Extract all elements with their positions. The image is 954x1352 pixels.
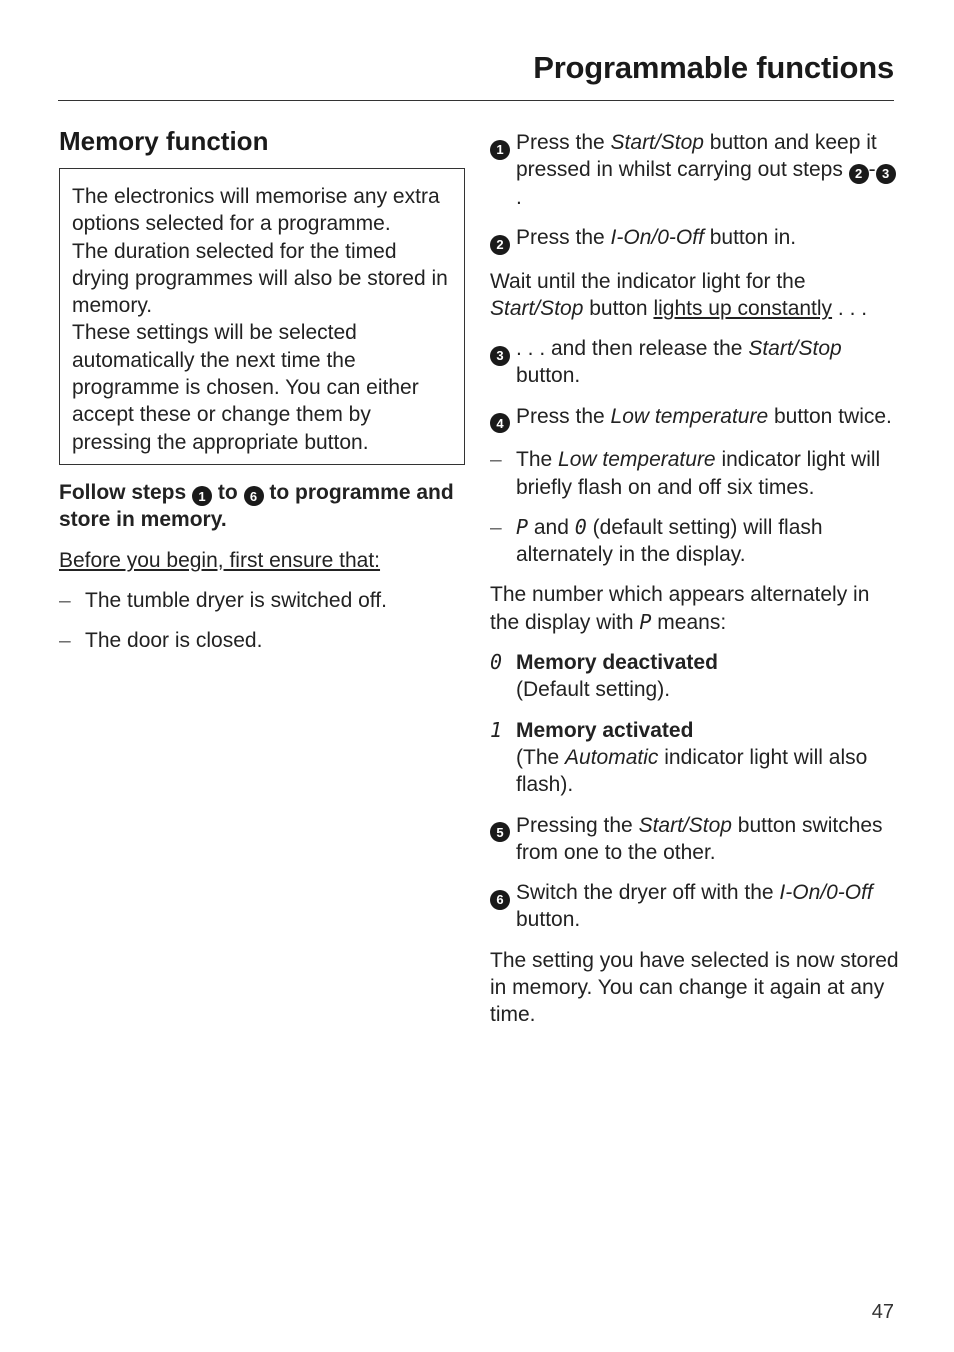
right-column [490, 129, 900, 1042]
dash-marker: – [490, 515, 502, 539]
dash-marker: – [490, 448, 502, 472]
step-6 [490, 879, 900, 934]
list-item-text: The door is closed. [85, 629, 263, 653]
info-box [59, 168, 465, 465]
list-item [490, 446, 900, 501]
step-5-text: Pressing the Start/Stop button switches from one to the other. [516, 813, 883, 864]
display-symbol-0: 0 [490, 650, 503, 675]
meaning-intro: The number which appears alternately in the display with P means: [490, 583, 870, 634]
step-1 [490, 129, 900, 211]
step-6-icon: 6 [244, 486, 264, 506]
step-5 [490, 812, 900, 867]
display-symbol-p: P [639, 609, 652, 634]
step-2-text: Press the I-On/0-Off button in. [516, 226, 797, 250]
dash-marker: – [59, 589, 71, 613]
step-2-icon: 2 [849, 164, 869, 184]
info-box-line: The electronics will memorise any extra options selected for a programme. [72, 185, 440, 236]
step-1-icon: 1 [490, 140, 510, 160]
left-column [59, 124, 465, 668]
display-symbol-1: 1 [490, 717, 503, 742]
option-memory-deactivated [490, 649, 900, 704]
option-text: (The Automatic indicator light will also flash). [516, 745, 868, 797]
step-4 [490, 403, 900, 434]
list-item [59, 587, 465, 614]
prerequisite-heading: Before you begin, first ensure that: [59, 548, 381, 572]
step-2 [490, 224, 900, 255]
step-1-text: Press the Start/Stop button and keep it pressed in whilst carrying out steps 2 - 3. [516, 129, 900, 211]
page-header-title: Programmable functions [533, 50, 894, 85]
list-item [490, 514, 900, 569]
option-text: (Default setting). [516, 678, 671, 702]
step-4-text: Press the Low temperature button twice. [516, 404, 892, 428]
step-6-icon: 6 [490, 890, 510, 910]
list-item [59, 627, 465, 654]
step-1-icon: 1 [192, 486, 212, 506]
step-2-icon: 2 [490, 235, 510, 255]
step-3 [490, 335, 900, 390]
list-item-text: The Low temperature indicator light will briefly flash on and off six times. [516, 448, 881, 499]
follow-steps-instruction: Follow steps 1 to 6 to programme and store in memory. [59, 480, 454, 532]
step-3-text: . . . and then release the Start/Stop button. [516, 337, 842, 388]
step-3-icon: 3 [490, 346, 510, 366]
closing-paragraph: The setting you have selected is now stored in memory. You can change it again at any time. [490, 948, 899, 1027]
wait-instruction: Wait until the indicator light for the Start/Stop button lights up constantly . . . [490, 269, 868, 320]
step-3-icon: 3 [876, 164, 896, 184]
display-symbol-p: P [516, 514, 529, 539]
list-item-text: The tumble dryer is switched off. [85, 589, 387, 613]
info-box-line: The duration selected for the timed drying programmes will also be stored in memory. [72, 239, 448, 318]
display-symbol-0: 0 [574, 514, 587, 539]
option-title: Memory activated [516, 718, 694, 742]
page-number: 47 [871, 1301, 894, 1323]
dash-marker: – [59, 629, 71, 653]
step-4-icon: 4 [490, 413, 510, 433]
section-heading: Memory function [59, 126, 269, 156]
list-item-text: P and 0 (default setting) will flash alternately in the display. [516, 514, 823, 567]
option-memory-activated [490, 717, 900, 799]
header-divider [58, 100, 894, 101]
option-title: Memory deactivated [516, 651, 718, 675]
step-5-icon: 5 [490, 822, 510, 842]
info-box-line: These settings will be selected automatically the next time the programme is chosen. You can either accept these or change them by pressing the appropriate button. [72, 321, 419, 454]
step-6-text: Switch the dryer off with the I-On/0-Off button. [516, 881, 873, 932]
